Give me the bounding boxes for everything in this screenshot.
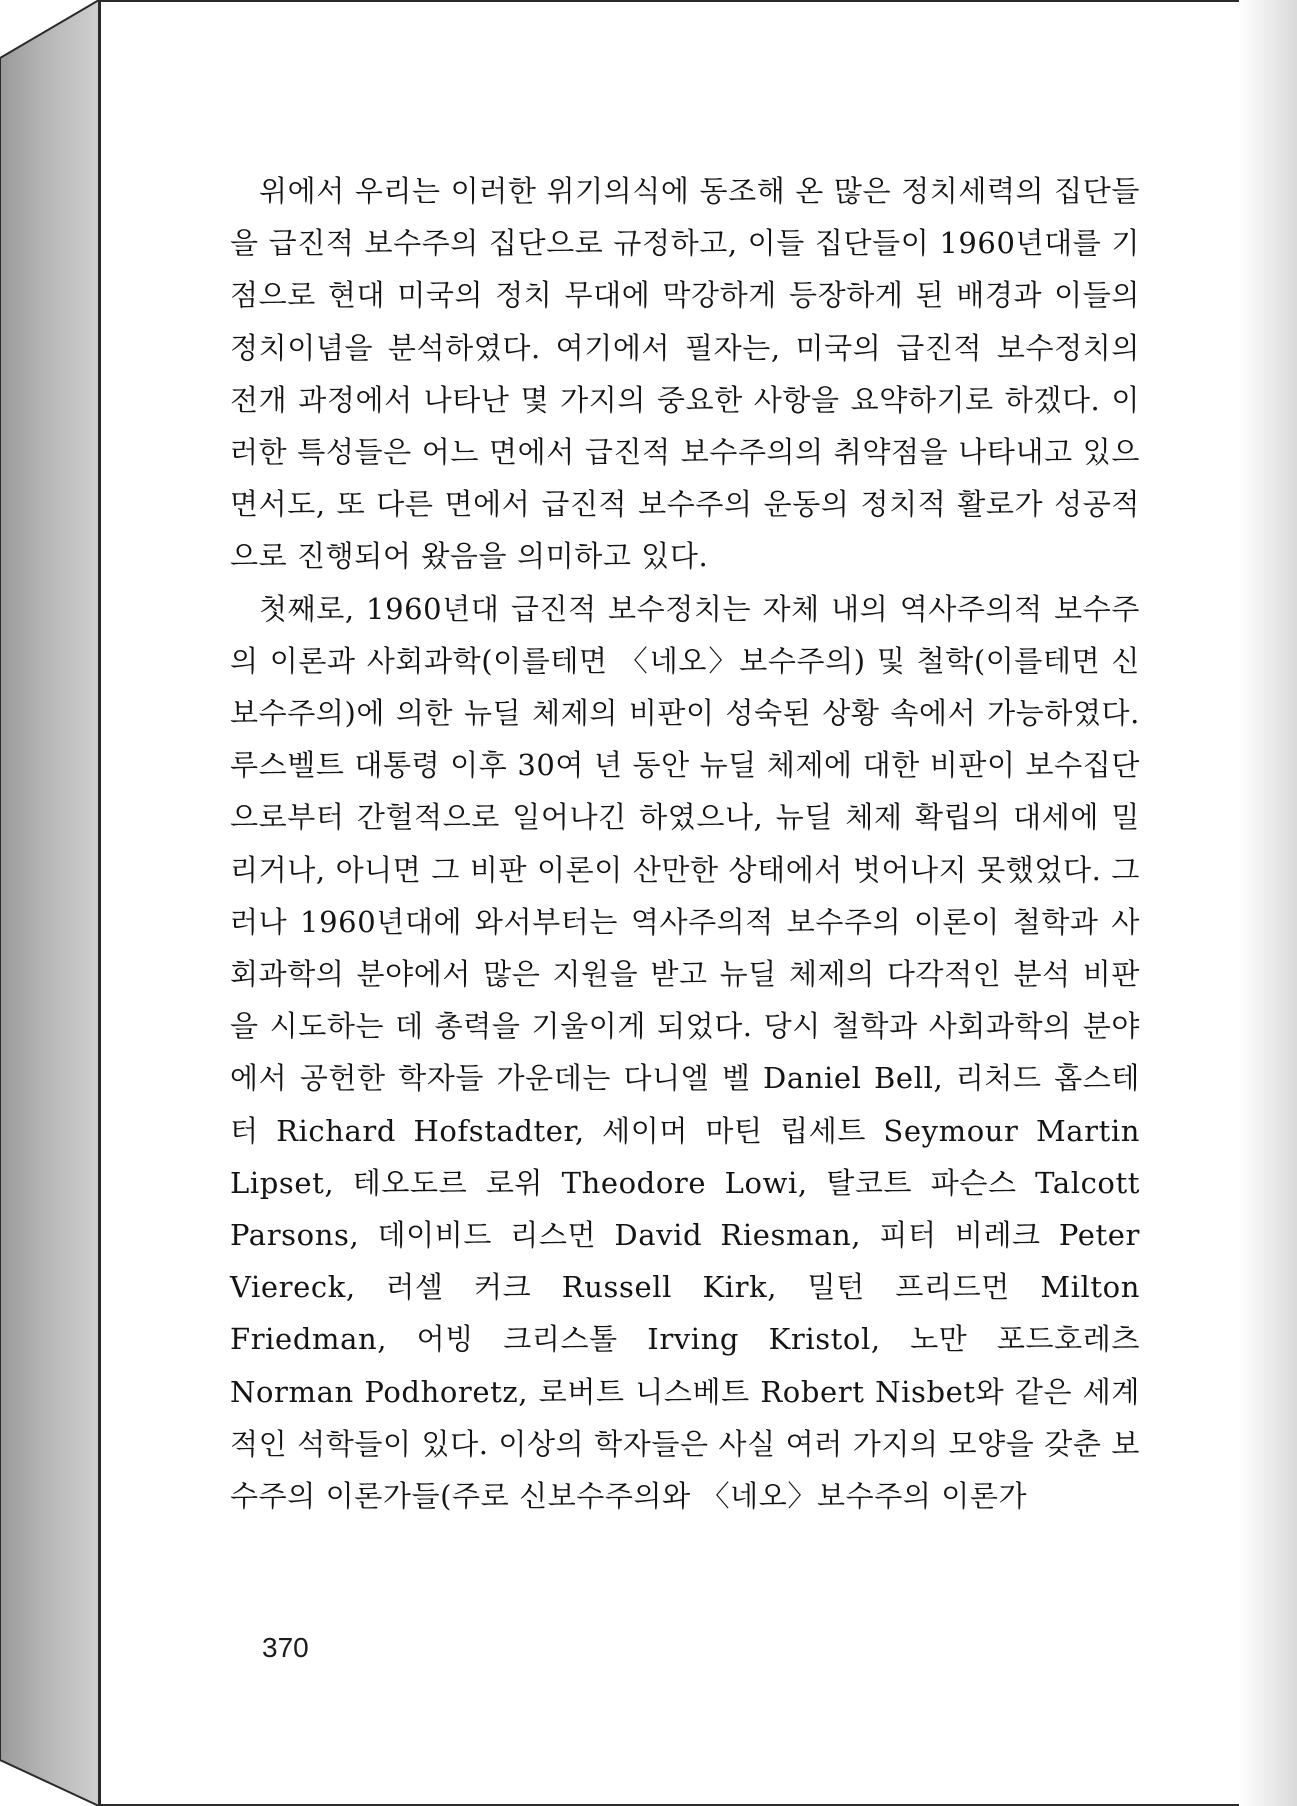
page-number: 370 xyxy=(262,1632,309,1663)
paragraph-2: 첫째로, 1960년대 급진적 보수정치는 자체 내의 역사주의적 보수주의 이론과 사회과학(이를테면 〈네오〉보수주의) 및 철학(이를테면 신보수주의)에 의한 뉴딜 체제의 비판이 성숙된 상황 속에서 가능하였다. 루스벨트 대통령 이후 30여 년 동안 뉴딜 체제에 대한 비판이 보수집단으로부터 간헐적으로 일어나긴 하였으나, 뉴딜 체제 확립의 대세에 밀리거나, 아니면 그 비판 이론이 산만한 상태에서 벗어나지 못했었다. 그러나 1960년대에 와서부터는 역사주의적 보수주의 이론이 철학과 사회과학의 분야에서 많은 지원을 받고 뉴딜 체제의 다각적인 분석 비판을 시도하는 데 총력을 기울이게 되었다. 당시 철학과 사회과학의 분야에서 공헌한 학자들 가운데는 다니엘 벨 Daniel Bell, 리처드 홉스테터 Richard Hofstadter, 세이머 마틴 립세트 Seymour Martin Lipset, 테오도르 로위 Theodore Lowi, 탈코트 파슨스 Talcott Parsons, 데이비드 리스먼 David Riesman, 피터 비레크 Peter Viereck, 러셀 커크 Russell Kirk, 밀턴 프리드먼 Milton Friedman, 어빙 크리스톨 Irving Kristol, 노만 포드호레츠 Norman Podhoretz, 로버트 니스베트 Robert Nisbet와 같은 세계적인 석학들이 있다. 이상의 학자들은 사실 여러 가지의 모양을 갖춘 보수주의 이론가들(주로 신보수주의와 〈네오〉보수주의 이론가 xyxy=(230,591,1140,1514)
body-text xyxy=(230,165,1140,1522)
book-spine xyxy=(0,0,100,1806)
paragraph-1: 위에서 우리는 이러한 위기의식에 동조해 온 많은 정치세력의 집단들을 급진적 보수주의 집단으로 규정하고, 이들 집단들이 1960년대를 기점으로 현대 미국의 정치 무대에 막강하게 등장하게 된 배경과 이들의 정치이념을 분석하였다. 여기에서 필자는, 미국의 급진적 보수정치의 전개 과정에서 나타난 몇 가지의 중요한 사항을 요약하기로 하겠다. 이러한 특성들은 어느 면에서 급진적 보수주의의 취약점을 나타내고 있으면서도, 또 다른 면에서 급진적 보수주의 운동의 정치적 활로가 성공적으로 진행되어 왔음을 의미하고 있다. xyxy=(230,174,1140,574)
page-edge-shadow xyxy=(1237,0,1297,1806)
